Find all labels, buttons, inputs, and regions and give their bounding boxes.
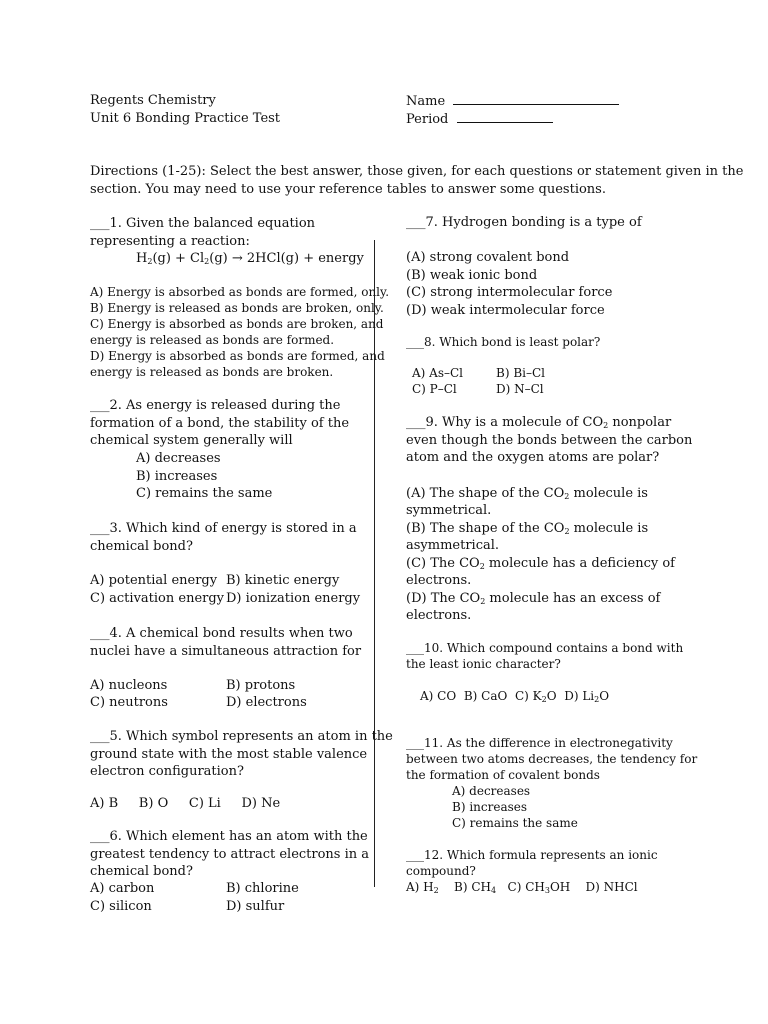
- course-title: Regents Chemistry: [90, 93, 216, 108]
- question-6-choice-b[interactable]: B) chlorine: [226, 881, 299, 896]
- question-1-choice-b[interactable]: B) Energy is released as bonds are broken, only.: [90, 301, 384, 315]
- question-6-choice-c[interactable]: C) silicon: [90, 899, 152, 914]
- question-9-choice-b-cont: asymmetrical.: [406, 538, 500, 553]
- question-3-choice-a[interactable]: A) potential energy: [90, 573, 218, 588]
- question-9-stem-cont: even though the bonds between the carbon: [406, 433, 693, 448]
- question-8-choice-d[interactable]: D) N–Cl: [496, 382, 544, 396]
- question-10-choices[interactable]: [420, 689, 609, 703]
- period-field[interactable]: [406, 111, 553, 128]
- question-6-stem-cont: greatest tendency to attract electrons in a: [90, 847, 370, 862]
- answer-blank[interactable]: ___: [406, 641, 424, 655]
- question-5-stem-cont: electron configuration?: [90, 764, 244, 779]
- question-2-choice-a[interactable]: A) decreases: [136, 451, 221, 466]
- question-1-choice-c-cont: energy is released as bonds are formed.: [90, 333, 335, 347]
- question-1-choice-c[interactable]: C) Energy is absorbed as bonds are broken, and: [90, 317, 384, 331]
- column-divider: [374, 240, 375, 887]
- question-1-choice-a[interactable]: A) Energy is absorbed as bonds are formed, only.: [90, 285, 390, 299]
- question-3-choice-c[interactable]: C) activation energy: [90, 591, 225, 606]
- answer-blank[interactable]: ___: [406, 415, 426, 430]
- question-4-stem: ___4. A chemical bond results when two: [90, 626, 353, 641]
- answer-blank[interactable]: ___: [406, 848, 424, 862]
- question-12-stem-cont: compound?: [406, 864, 476, 878]
- answer-blank[interactable]: ___: [90, 398, 110, 413]
- question-3-stem: ___3. Which kind of energy is stored in a: [90, 521, 357, 536]
- question-9-choice-c-cont: electrons.: [406, 573, 472, 588]
- question-12-choice-a: A) $H_2$: [406, 880, 439, 895]
- question-9-choice-c[interactable]: (C) The $CO_2$ molecule has a deficiency of: [406, 556, 675, 571]
- answer-blank[interactable]: ___: [90, 521, 110, 536]
- question-3-choice-b[interactable]: B) kinetic energy: [226, 573, 340, 588]
- question-1-stem: ___1. Given the balanced equation: [90, 216, 316, 231]
- question-9-stem: ___9. Why is a molecule of $CO_2$ nonpolar: [406, 415, 672, 430]
- question-2-choice-c[interactable]: C) remains the same: [136, 486, 273, 501]
- question-6-stem-cont: chemical bond?: [90, 864, 193, 879]
- period-label: Period: [406, 112, 449, 127]
- question-4-choice-c[interactable]: C) neutrons: [90, 695, 168, 710]
- question-9-stem-cont: atom and the oxygen atoms are polar?: [406, 450, 660, 465]
- question-12-choices[interactable]: [406, 880, 638, 894]
- period-blank[interactable]: [457, 111, 553, 123]
- question-4-choice-d[interactable]: D) electrons: [226, 695, 307, 710]
- question-4-choice-a[interactable]: A) nucleons: [90, 678, 168, 693]
- question-11-choice-c[interactable]: C) remains the same: [452, 816, 578, 830]
- answer-blank[interactable]: ___: [90, 626, 110, 641]
- question-8-choice-c[interactable]: C) P–Cl: [412, 382, 457, 396]
- answer-blank[interactable]: ___: [406, 335, 424, 349]
- question-1-choice-d[interactable]: D) Energy is absorbed as bonds are formed, and: [90, 349, 385, 363]
- question-7-choice-c[interactable]: (C) strong intermolecular force: [406, 285, 613, 300]
- name-label: Name: [406, 94, 446, 109]
- question-9-choice-d[interactable]: (D) The $CO_2$ molecule has an excess of: [406, 591, 661, 606]
- unit-title: Unit 6 Bonding Practice Test: [90, 111, 281, 126]
- answer-blank[interactable]: ___: [90, 216, 110, 231]
- question-10-choice-c: C) $K_2O$: [514, 689, 557, 704]
- question-11-choice-a[interactable]: A) decreases: [452, 784, 531, 798]
- question-12-choice-c: C) $CH_3OH$: [507, 880, 571, 895]
- question-4-stem-cont: nuclei have a simultaneous attraction for: [90, 644, 362, 659]
- question-10-choice-a: A) CO: [420, 689, 457, 703]
- question-12-stem: ___12. Which formula represents an ionic: [406, 848, 658, 862]
- question-3-stem-cont: chemical bond?: [90, 539, 193, 554]
- question-2-stem-cont: chemical system generally will: [90, 433, 293, 448]
- question-8-stem: ___8. Which bond is least polar?: [406, 335, 601, 349]
- question-11-stem-cont: the formation of covalent bonds: [406, 768, 600, 782]
- question-2-choice-b[interactable]: B) increases: [136, 469, 218, 484]
- question-9-choice-a-cont: symmetrical.: [406, 503, 492, 518]
- question-7-choice-a[interactable]: (A) strong covalent bond: [406, 250, 570, 265]
- question-7-stem: ___7. Hydrogen bonding is a type of: [406, 215, 642, 230]
- directions-line-2: section. You may need to use your reference tables to answer some questions.: [90, 182, 606, 197]
- question-5-stem: ___5. Which symbol represents an atom in the: [90, 729, 393, 744]
- question-7-choice-d[interactable]: (D) weak intermolecular force: [406, 303, 605, 318]
- question-1-choice-d-cont: energy is released as bonds are broken.: [90, 365, 334, 379]
- question-5-choices[interactable]: A) B B) O C) Li D) Ne: [90, 796, 281, 811]
- question-6-stem: ___6. Which element has an atom with the: [90, 829, 368, 844]
- question-6-choice-d[interactable]: D) sulfur: [226, 899, 285, 914]
- directions-line-1: Directions (1-25): Select the best answer, those given, for each questions or statement given in the: [90, 164, 744, 179]
- question-11-stem-cont: between two atoms decreases, the tendency for: [406, 752, 698, 766]
- question-6-choice-a[interactable]: A) carbon: [90, 881, 155, 896]
- question-12-choice-d: D) NHCl: [585, 880, 638, 894]
- question-10-stem-cont: the least ionic character?: [406, 657, 561, 671]
- question-11-stem: ___11. As the difference in electronegativity: [406, 736, 673, 750]
- name-blank[interactable]: [453, 93, 619, 105]
- question-1-equation: $H_2(g) + Cl_2(g) \to 2HCl(g)$ + energy: [136, 251, 364, 266]
- question-10-choice-d: D) $Li_2O$: [564, 689, 610, 704]
- question-10-choice-b: B) CaO: [463, 689, 508, 703]
- answer-blank[interactable]: ___: [406, 215, 426, 230]
- answer-blank[interactable]: ___: [90, 829, 110, 844]
- question-8-choice-a[interactable]: A) As–Cl: [412, 366, 464, 380]
- question-5-stem-cont: ground state with the most stable valence: [90, 747, 368, 762]
- question-8-choice-b[interactable]: B) Bi–Cl: [496, 366, 545, 380]
- answer-blank[interactable]: ___: [90, 729, 110, 744]
- question-1-stem-cont: representing a reaction:: [90, 234, 250, 249]
- question-2-stem-cont: formation of a bond, the stability of the: [90, 416, 350, 431]
- question-9-choice-a[interactable]: (A) The shape of the $CO_2$ molecule is: [406, 486, 648, 501]
- question-11-choice-b[interactable]: B) increases: [452, 800, 528, 814]
- question-3-choice-d[interactable]: D) ionization energy: [226, 591, 361, 606]
- question-9-choice-d-cont: electrons.: [406, 608, 472, 623]
- answer-blank[interactable]: ___: [406, 736, 424, 750]
- question-12-choice-b: B) $CH_4$: [454, 880, 497, 895]
- question-9-choice-b[interactable]: (B) The shape of the $CO_2$ molecule is: [406, 521, 649, 536]
- name-field[interactable]: [406, 93, 619, 110]
- question-10-stem: ___10. Which compound contains a bond with: [406, 641, 684, 655]
- question-7-choice-b[interactable]: (B) weak ionic bond: [406, 268, 538, 283]
- question-2-stem: ___2. As energy is released during the: [90, 398, 341, 413]
- question-4-choice-b[interactable]: B) protons: [226, 678, 296, 693]
